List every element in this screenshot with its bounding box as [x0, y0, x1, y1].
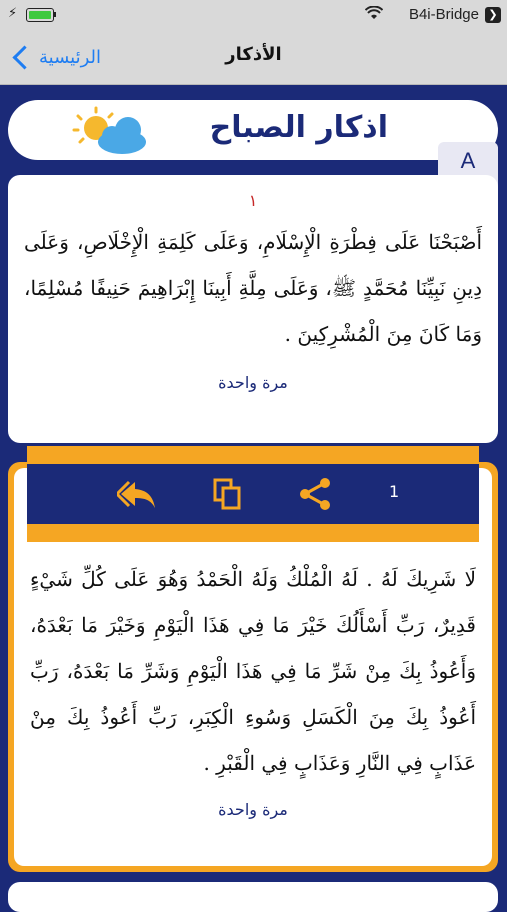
dhikr-card — [8, 175, 498, 443]
copy-icon[interactable] — [207, 476, 247, 512]
action-toolbar-bar — [27, 464, 479, 524]
action-toolbar — [27, 446, 479, 542]
charging-icon: ⚡ — [8, 6, 18, 21]
share-icon[interactable] — [295, 476, 335, 512]
counter-label: 1 — [389, 482, 400, 501]
dhikr-number: ١ — [248, 191, 258, 210]
font-size-label: A — [460, 148, 476, 173]
battery-tip — [54, 12, 56, 17]
dhikr-text: أَصْبَحْنَا عَلَى فِطْرَةِ الْإِسْلَامِ، وَعَلَى كَلِمَةِ الْإِخْلَاصِ، وَعَلَى دِينِ نَبِيِّنَا مُحَمَّدٍ ﷺ، وَعَلَى مِلَّةِ أَبِينَا إِبْرَاهِيمَ حَنِيفًا مُسْلِمًا، وَمَا كَانَ مِنَ الْمُشْرِكِينَ . — [24, 230, 482, 346]
sun-cloud-icon — [68, 106, 152, 156]
section-header — [8, 100, 498, 160]
navigation-bar — [0, 30, 507, 85]
wifi-icon — [365, 6, 383, 24]
section-title: اذكار الصباح — [209, 110, 388, 145]
status-bar — [0, 0, 507, 30]
reply-all-icon[interactable] — [117, 476, 157, 512]
dhikr-card — [8, 882, 498, 912]
back-label: الرئيسية — [39, 46, 101, 68]
page-title: الأذكار — [225, 44, 282, 65]
back-to-app-icon[interactable]: ❯ — [485, 7, 501, 23]
dhikr-text: لَا شَرِيكَ لَهُ . لَهُ الْمُلْكُ وَلَهُ الْحَمْدُ وَهُوَ عَلَى كُلِّ شَيْءٍ قَدِيرٌ، رَبِّ أَسْأَلُكَ خَيْرَ مَا فِي هَذَا الْيَوْمِ وَخَيْرَ مَا بَعْدَهُ، وَأَعُوذُ بِكَ مِنْ شَرِّ مَا فِي هَذَا الْيَوْمِ وَشَرِّ مَا بَعْدَهُ، رَبِّ أَعُوذُ بِكَ مِنَ الْكَسَلِ وَسُوءِ الْكِبَرِ، رَبِّ أَعُوذُ بِكَ مِنْ عَذَابٍ فِي النَّارِ وَعَذَابٍ فِي الْقَبْرِ . — [30, 567, 476, 775]
repeat-count: مرة واحدة — [218, 800, 288, 819]
battery-icon — [26, 8, 54, 22]
carrier-label: B4i-Bridge — [408, 6, 479, 23]
repeat-count: مرة واحدة — [218, 373, 288, 392]
